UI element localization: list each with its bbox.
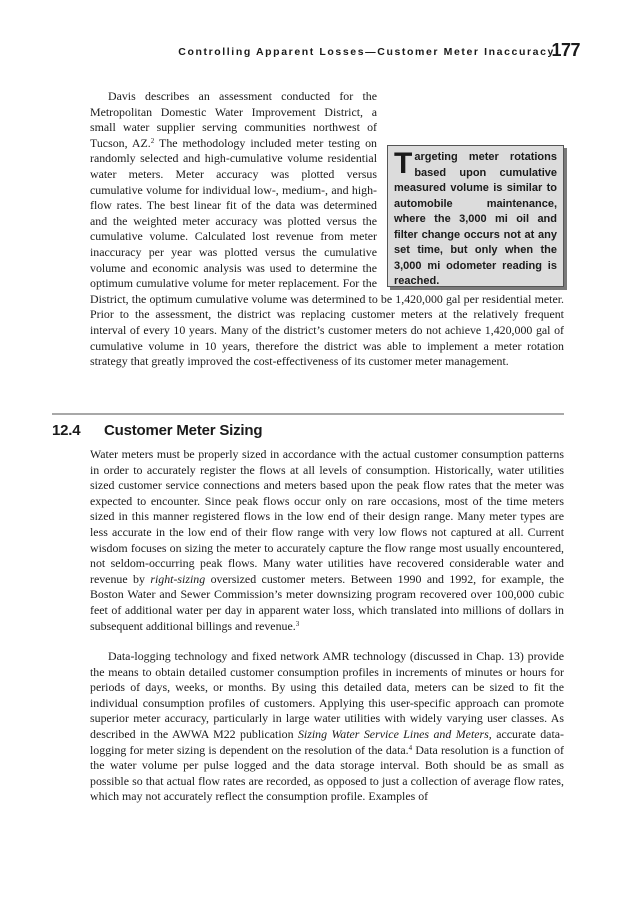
p3-text-start: Data-logging technology and fixed network AMR technology (discussed in Chap. 13) provide the means to obtain detailed customer consumption profiles in increments of minutes or hours for periods of days, weeks, or months. By using this detailed data, meters can be sized to fit the individual consumption profiles of customers. Applying this user-specific approach can promote superior meter accuracy, particularly in large water utilities with widely varying user classes. As described in the AWWA M22 publication bbox=[90, 649, 564, 741]
p3-text-middle: accurate data-logging for meter sizing is dependent on the resolution of the data. bbox=[90, 726, 564, 757]
intro-text-start: Davis describes an assessment conducted for the Metropolitan Domestic Water Improvement District, a small water supplier serving communities northwest of Tucson, AZ. bbox=[90, 89, 377, 150]
footnote-ref-4: 4 bbox=[408, 743, 413, 752]
page-header bbox=[165, 40, 580, 66]
running-title: Controlling Apparent Losses—Customer Meter Inaccuracy bbox=[178, 46, 555, 58]
p2-text-start: Water meters must be properly sized in accordance with the actual customer consumption patterns in order to accurately register the flows at all levels of consumption. Historically, water utilities sized customer service connections and meters based upon the peak flow rates that the meter was expected to encounter. Since peak flows occur only on rare occasions, most of the time meters sized in this manner registered flows in the low end of their design range. Many meter types are less accurate in the low end of their flow range with very low flows not captured at all. Current wisdom focuses on sizing the meter to accurately capture the flow range most usually encountered, not seldom-occurring peak flows. Many water utilities have recovered considerable water and revenue by bbox=[90, 447, 564, 586]
intro-text-rest: The methodology included meter testing on randomly selected and high-cumulative volume residential water meters. Meter accuracy was plotted versus cumulative volume for individual low-, medium-, and high-flow rates. The best linear fit of the data was determined and the weighted meter accuracy was plotted versus the cumulative volume. Calculated lost revenue from meter inaccuracy per year was plotted versus the cumulative volume and economic analysis was used to determine the optimum cumulative volume for meter replacement. For the District, the optimum cumulative volume was determined to be 1,420,000 gal per residential meter. Prior to the assessment, the district was replacing customer meters at the relatively frequent interval of every 10 years. Many of the district’s customer meters do not achieve 1,420,000 gal of cumulative volume in 10 years, therefore the district was able to implement a meter rotation strategy that greatly improved the cost-effectiveness of its customer meter management. bbox=[90, 135, 564, 369]
meter-sizing-paragraph bbox=[90, 447, 564, 634]
footnote-ref-2: 2 bbox=[150, 136, 155, 145]
p3-publication-title: Sizing Water Service Lines and Meters, bbox=[297, 726, 492, 741]
pull-quote-callout bbox=[387, 145, 564, 287]
intro-paragraph bbox=[90, 89, 564, 370]
callout-text: argeting meter rotations based upon cumulative measured volume is similar to automobile maintenance, where the 3,000 mi oil and filter change occurs not at any set time, but only when the 3,000 mi odometer reading is reached. bbox=[394, 151, 557, 287]
section-divider bbox=[52, 413, 564, 415]
p2-emphasis: right-sizing bbox=[150, 571, 206, 586]
section-heading bbox=[52, 422, 262, 439]
p2-text-end: oversized customer meters. Between 1990 and 1992, for example, the Boston Water and Sewer Commission’s meter downsizing program recovered over 100,000 cubic feet of additional water per day in apparent water loss, which translated into millions of dollars in subsequent additional billings and revenue. bbox=[90, 571, 565, 633]
section-number: 12.4 bbox=[52, 422, 81, 439]
page-number: 177 bbox=[551, 40, 580, 60]
section-title: Customer Meter Sizing bbox=[104, 422, 263, 439]
footnote-ref-3: 3 bbox=[295, 619, 300, 628]
callout-drop-cap: T bbox=[394, 147, 413, 180]
data-logging-paragraph bbox=[90, 649, 564, 805]
p3-text-end: Data resolution is a function of the water volume per pulse logged and the data storage interval. Both should be as small as possible so that actual flow rates are recorded, as opposed to just a collection of average flow rates, which may not accurately reflect the consumption profile. Examples of bbox=[90, 742, 564, 804]
